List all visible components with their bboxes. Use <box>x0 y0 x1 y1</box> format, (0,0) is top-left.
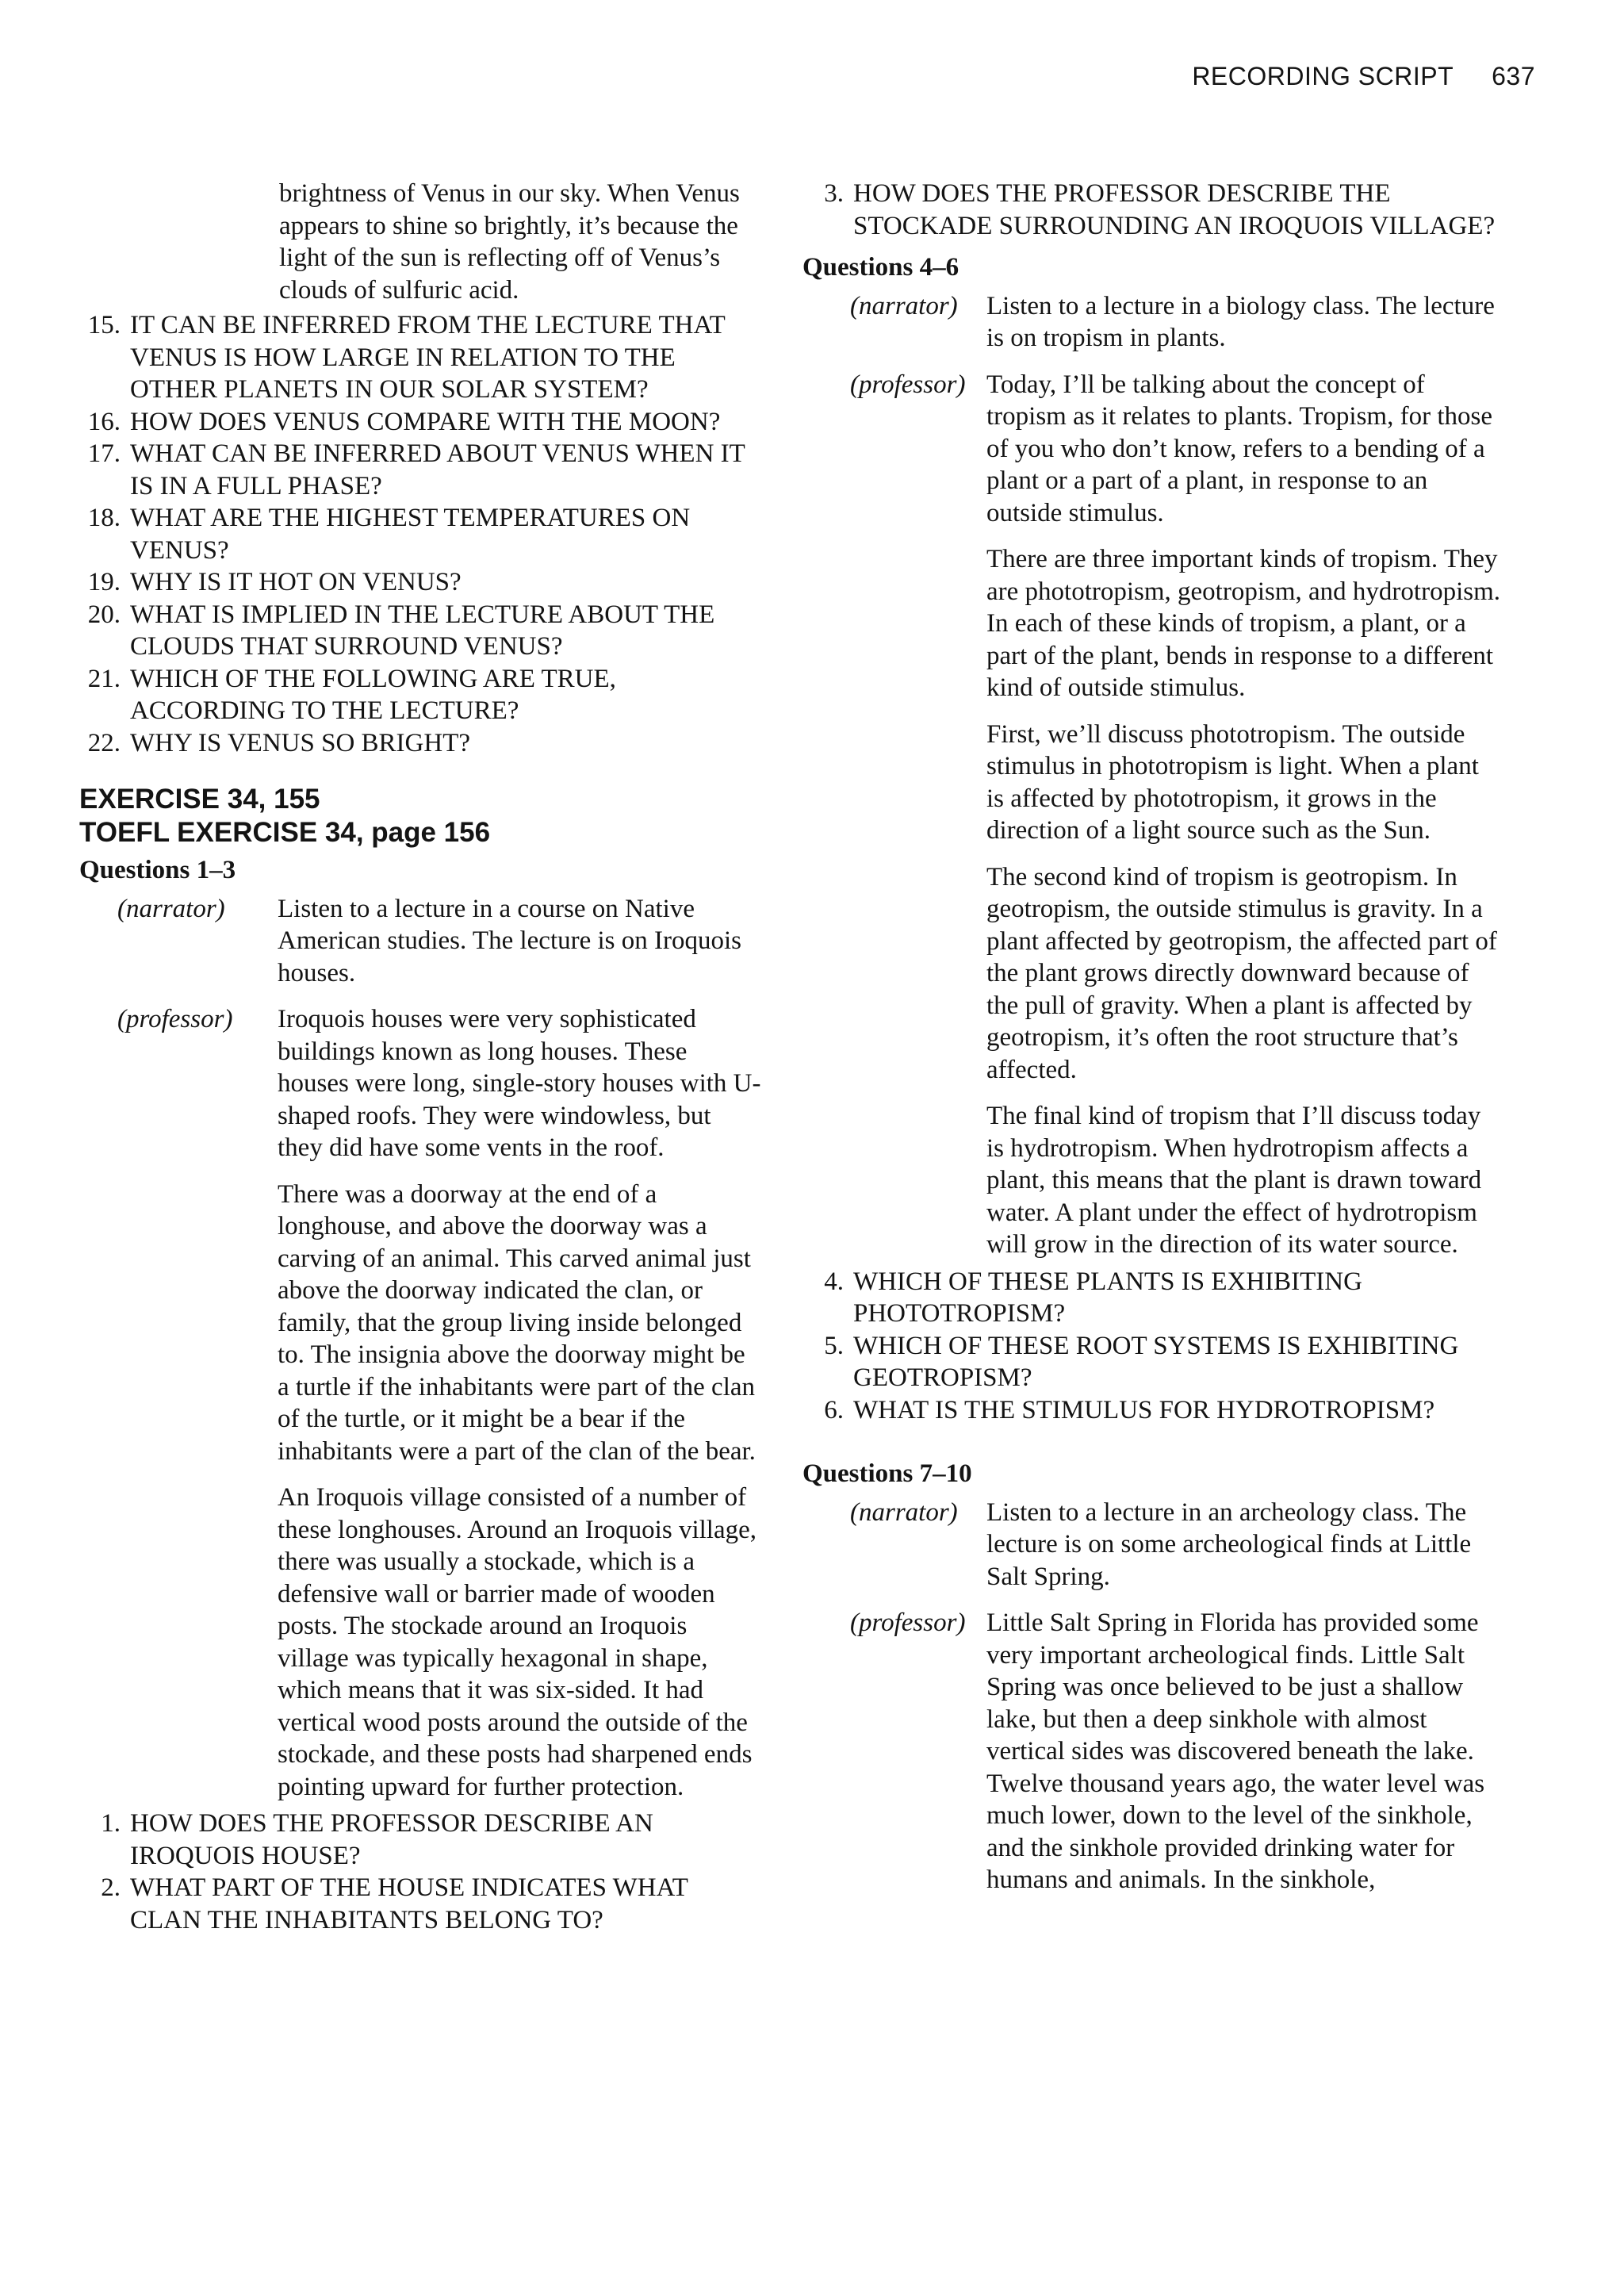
question-number: 21. <box>87 664 121 693</box>
speaker-label: (narrator) <box>850 1497 958 1527</box>
question-text: WHICH OF THESE PLANTS IS EXHIBITING PHOTOTROPISM? <box>853 1267 1362 1328</box>
running-header <box>1192 62 1535 91</box>
question-text: HOW DOES THE PROFESSOR DESCRIBE THE STOCKADE SURROUNDING AN IROQUOIS VILLAGE? <box>853 179 1496 240</box>
professor-segment <box>79 1003 761 1803</box>
question-text: WHY IS VENUS SO BRIGHT? <box>130 728 470 757</box>
lecture-paragraph: First, we’ll discuss phototropism. The outside stimulus in phototropism is light. When a plant is affected by phototropism, it grows in the direction of a light source such as the Sun. <box>986 719 1479 845</box>
question-list-3 <box>802 178 1500 242</box>
questions-heading-4-6: Questions 4–6 <box>802 253 959 282</box>
header-title: RECORDING SCRIPT <box>1192 62 1454 90</box>
continued-paragraph: brightness of Venus in our sky. When Venus appears to shine so brightly, it’s because the light of the sun is reflecting off of Venus’s clouds of sulfuric acid. <box>279 179 740 305</box>
question-number: 18. <box>87 504 121 532</box>
question-text: WHICH OF THE FOLLOWING ARE TRUE, ACCORDING TO THE LECTURE? <box>130 664 616 725</box>
exercise-heading <box>79 783 761 849</box>
lecture-paragraph: Iroquois houses were very sophisticated buildings known as long houses. These houses were long, single-story houses with U-shaped roofs. They were windowless, but they did have some vents in the roof. <box>278 1005 761 1162</box>
professor-segment <box>802 369 1500 1261</box>
question-item <box>79 599 761 663</box>
question-number: 15. <box>87 311 121 339</box>
speaker-label: (narrator) <box>117 894 225 923</box>
question-item <box>79 406 761 439</box>
question-number: 19. <box>87 568 121 596</box>
question-item <box>79 438 761 502</box>
question-list-15-22 <box>79 309 761 759</box>
page-number: 637 <box>1492 62 1535 90</box>
question-number: 3. <box>824 179 844 208</box>
speaker-label: (narrator) <box>850 291 958 320</box>
question-number: 6. <box>824 1395 844 1424</box>
speaker-label: (professor) <box>850 1608 966 1637</box>
question-text: IT CAN BE INFERRED FROM THE LECTURE THAT VENUS IS HOW LARGE IN RELATION TO THE OTHER PLANETS IN OUR SOLAR SYSTEM? <box>130 311 726 404</box>
question-number: 5. <box>824 1331 844 1360</box>
question-number: 22. <box>87 728 121 757</box>
question-number: 20. <box>87 600 121 629</box>
question-number: 16. <box>87 407 121 436</box>
right-column <box>802 178 1500 1896</box>
question-text: HOW DOES THE PROFESSOR DESCRIBE AN IROQUOIS HOUSE? <box>130 1809 653 1870</box>
narrator-segment <box>802 1497 1500 1593</box>
narrator-segment <box>79 893 761 990</box>
toefl-exercise-title: TOEFL EXERCISE 34, page 156 <box>79 817 491 848</box>
lecture-paragraph: There was a doorway at the end of a longhouse, and above the doorway was a carving of an animal. This carved animal just above the doorway indicated the clan, or family, that the group living inside belonged to. The insignia above the doorway might be a turtle if the inhabitants were part of the clan of the turtle, or it might be a bear if the inhabitants were a part of the clan of the bear. <box>278 1179 756 1466</box>
question-item <box>802 1330 1500 1394</box>
question-text: WHAT CAN BE INFERRED ABOUT VENUS WHEN IT IS IN A FULL PHASE? <box>130 439 745 500</box>
lecture-paragraph: An Iroquois village consisted of a number of these longhouses. Around an Iroquois village, there was usually a stockade, which is a defensive wall or barrier made of wooden posts. The stockade around an Iroquois village was typically hexagonal in shape, which means that it was six-sided. It had vertical wood posts around the outside of the stockade, and these posts had sharpened ends pointing upward for further protection. <box>278 1483 756 1801</box>
professor-segment <box>802 1607 1500 1896</box>
question-text: HOW DOES VENUS COMPARE WITH THE MOON? <box>130 407 721 436</box>
question-item <box>79 309 761 406</box>
narrator-text: Listen to a lecture in an archeology class. The lecture is on some archeological finds at Little Salt Spring. <box>986 1497 1472 1591</box>
question-item <box>79 663 761 727</box>
spacer <box>802 1426 1500 1453</box>
question-text: WHAT PART OF THE HOUSE INDICATES WHAT CLAN THE INHABITANTS BELONG TO? <box>130 1873 688 1934</box>
narrator-text: Listen to a lecture in a course on Native American studies. The lecture is on Iroquois houses. <box>278 894 741 987</box>
question-item <box>79 1872 761 1936</box>
question-number: 1. <box>101 1809 121 1838</box>
question-item <box>79 1808 761 1872</box>
left-column <box>79 178 761 1936</box>
lecture-paragraph: The second kind of tropism is geotropism. In geotropism, the outside stimulus is gravity. In a plant affected by geotropism, the affected part of the plant grows directly downward because of the pull of gravity. When a plant is affected by geotropism, it’s often the root structure that’s affected. <box>986 862 1497 1084</box>
questions-heading-7-10: Questions 7–10 <box>802 1459 972 1488</box>
speaker-label: (professor) <box>117 1005 233 1033</box>
exercise-title: EXERCISE 34, 155 <box>79 784 320 815</box>
question-item <box>802 1394 1500 1427</box>
question-list-1-2 <box>79 1808 761 1936</box>
question-number: 4. <box>824 1267 844 1296</box>
question-text: WHICH OF THESE ROOT SYSTEMS IS EXHIBITING GEOTROPISM? <box>853 1331 1459 1392</box>
lecture-paragraph: Little Salt Spring in Florida has provided some very important archeological finds. Little Salt Spring was once believed to be just a shallow lake, but then a deep sinkhole with almost vertical sides was discovered beneath the lake. Twelve thousand years ago, the water level was much lower, down to the level of the sinkhole, and the sinkhole provided drinking water for humans and animals. In the sinkhole, <box>986 1608 1485 1894</box>
question-text: WHY IS IT HOT ON VENUS? <box>130 568 462 596</box>
question-text: WHAT IS THE STIMULUS FOR HYDROTROPISM? <box>853 1395 1435 1424</box>
lecture-paragraph: Today, I’ll be talking about the concept of tropism as it relates to plants. Tropism, for those of you who don’t know, refers to a bending of a plant or a part of a plant, in response to an outside stimulus. <box>986 370 1492 527</box>
question-list-4-6 <box>802 1266 1500 1427</box>
question-item <box>79 727 761 760</box>
question-text: WHAT ARE THE HIGHEST TEMPERATURES ON VENUS? <box>130 504 691 565</box>
questions-heading-1-3: Questions 1–3 <box>79 856 236 884</box>
lecture-paragraph: There are three important kinds of tropism. They are phototropism, geotropism, and hydrotropism. In each of these kinds of tropism, a plant, or a part of the plant, bends in response to a different kind of outside stimulus. <box>986 545 1500 702</box>
lecture-paragraph: The final kind of tropism that I’ll discuss today is hydrotropism. When hydrotropism affects a plant, this means that the plant is drawn toward water. A plant under the effect of hydrotropism will grow in the direction of its water source. <box>986 1102 1482 1259</box>
narrator-segment <box>802 290 1500 355</box>
question-number: 17. <box>87 439 121 468</box>
speaker-label: (professor) <box>850 370 966 399</box>
question-text: WHAT IS IMPLIED IN THE LECTURE ABOUT THE CLOUDS THAT SURROUND VENUS? <box>130 600 715 661</box>
question-item <box>802 1266 1500 1330</box>
continued-lecture <box>79 178 761 306</box>
question-item <box>802 178 1500 242</box>
question-number: 2. <box>101 1873 121 1902</box>
question-item <box>79 502 761 566</box>
question-item <box>79 566 761 599</box>
narrator-text: Listen to a lecture in a biology class. The lecture is on tropism in plants. <box>986 291 1495 352</box>
